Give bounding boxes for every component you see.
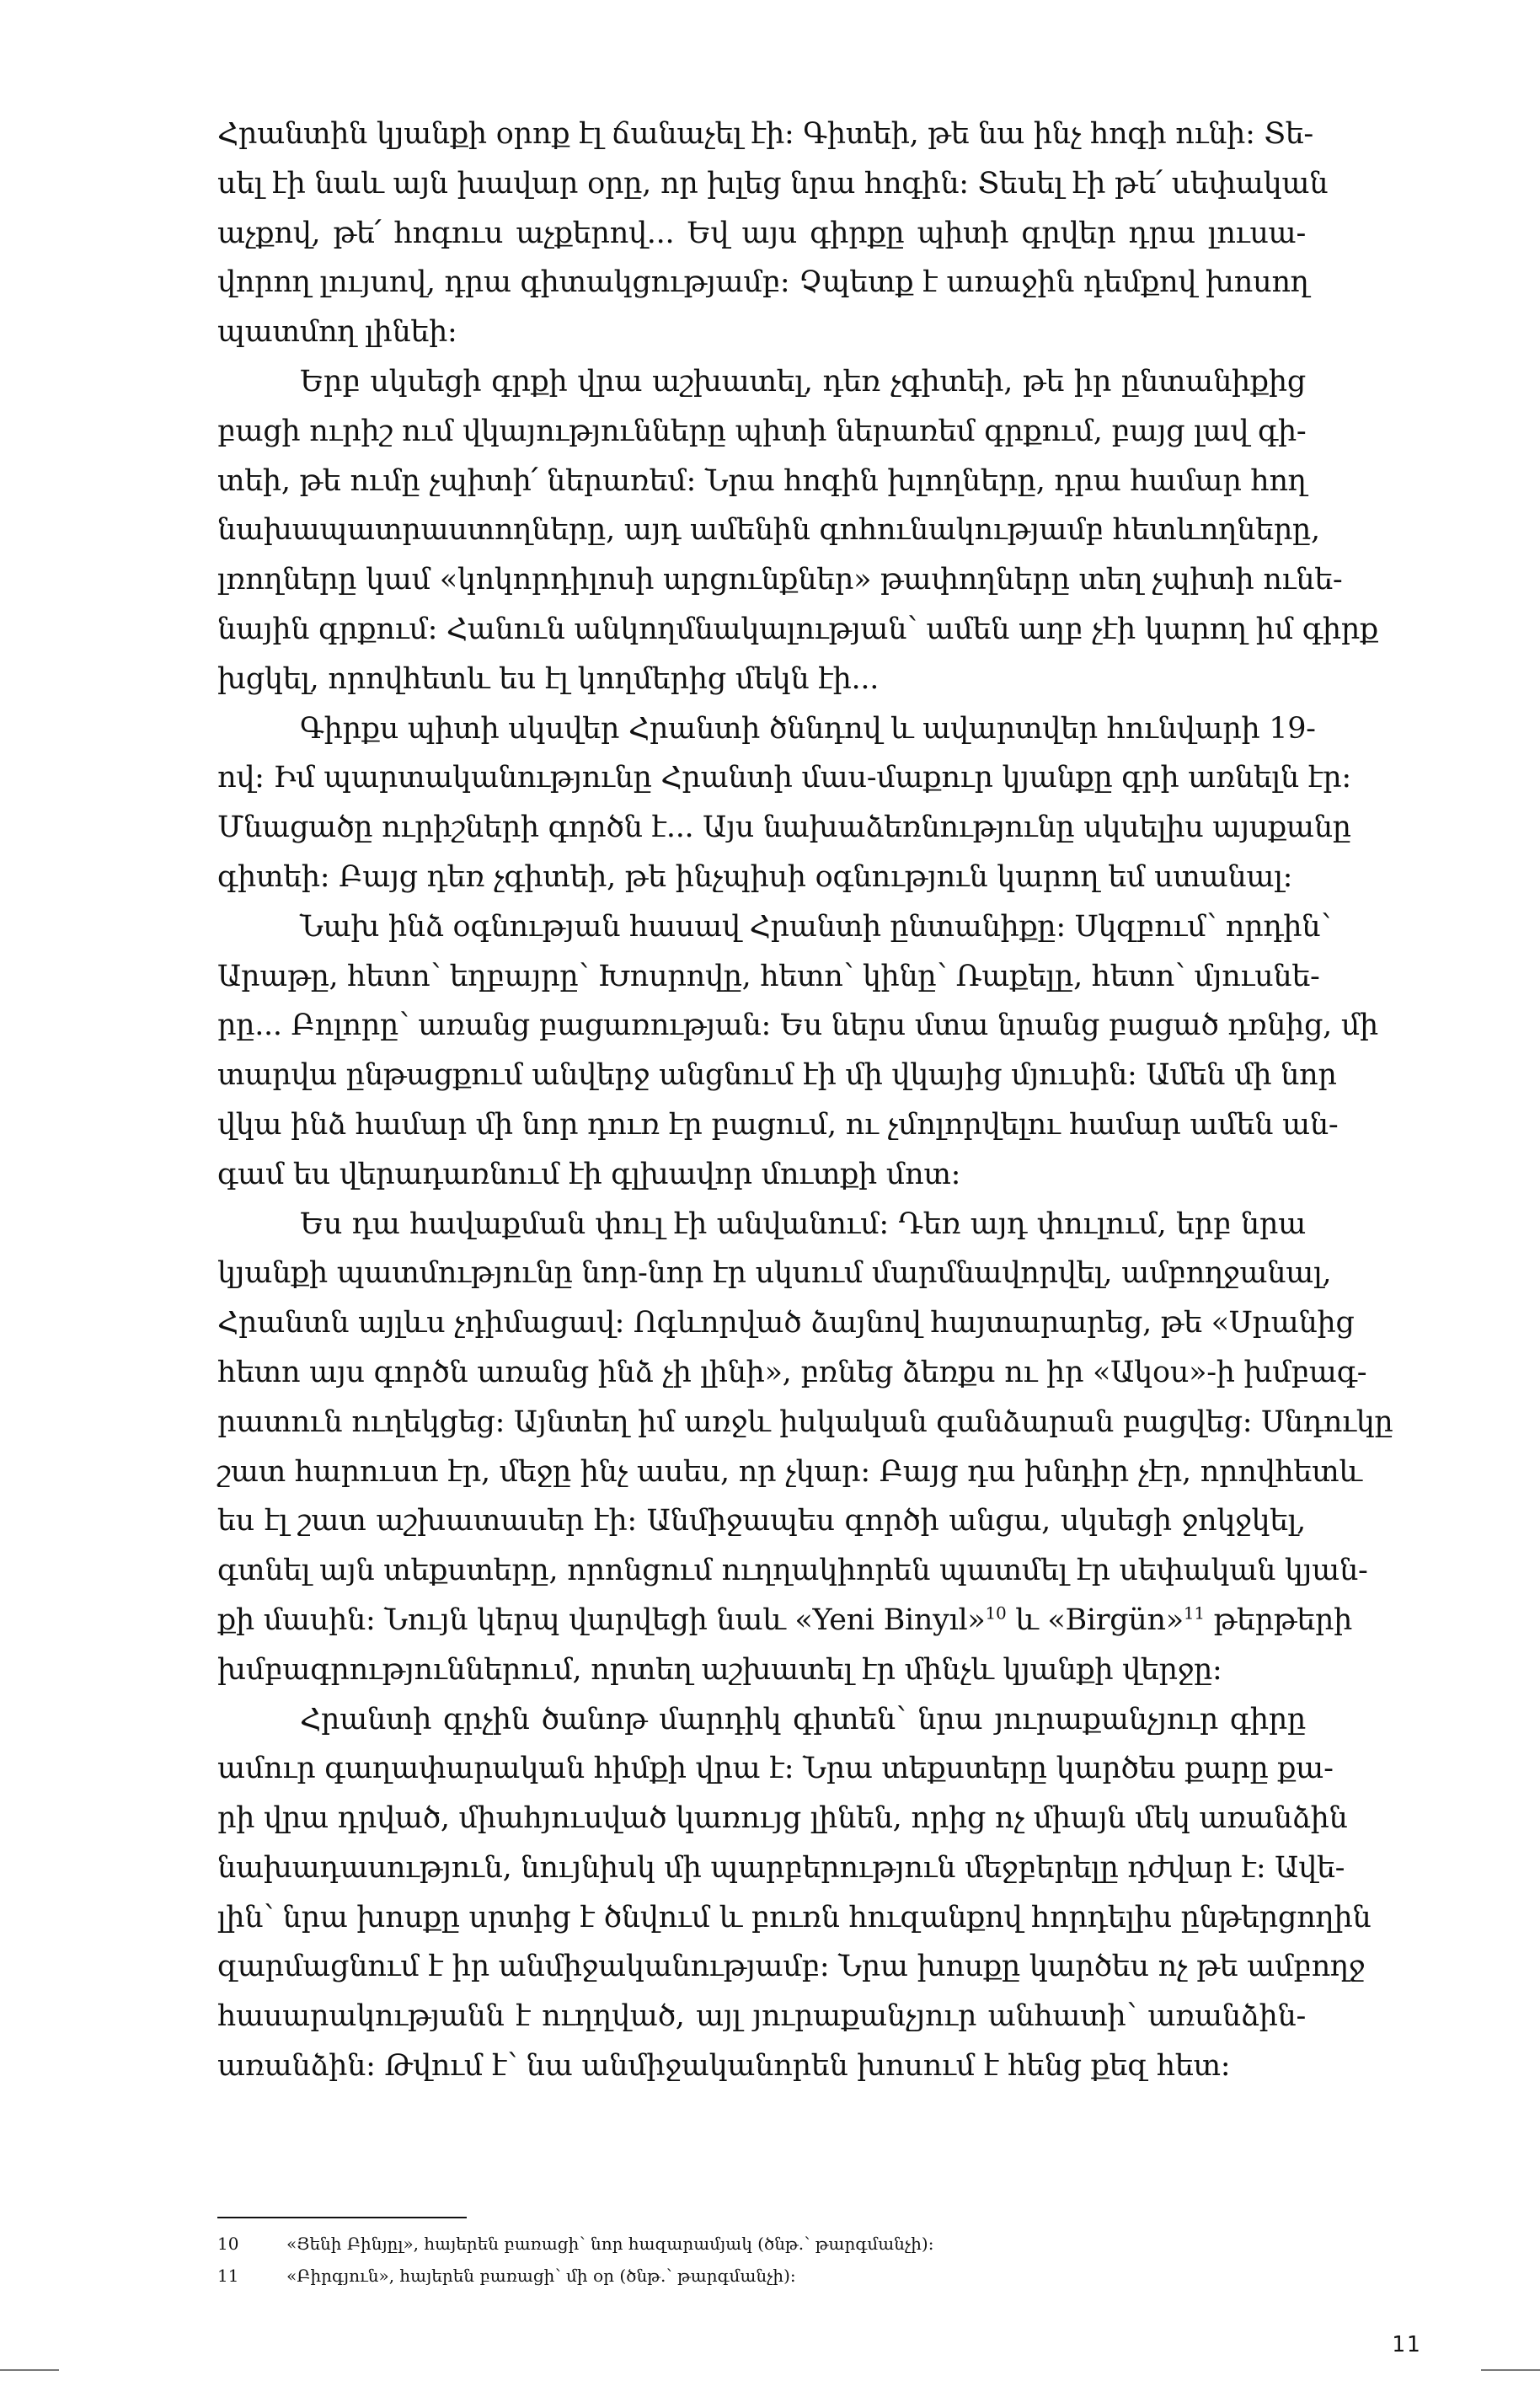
footnote-ref-10: 10: [985, 1602, 1007, 1624]
page-number: 11: [1392, 2332, 1422, 2357]
text-line: շատ հարուստ էր, մեջը ինչ ասես, որ չկար: Բայց դա խնդիր չէր, որովհետև: [217, 1454, 1362, 1489]
text-line: Հրանտն այլևս չդիմացավ: Ոգևորված ձայնով հայտարարեց, թե «Սրանից: [217, 1306, 1355, 1340]
text-segment: թերթերի: [1204, 1602, 1353, 1637]
text-line: պատմող լինեի:: [217, 315, 457, 350]
text-line: կյանքի պատմությունը նոր-նոր էր սկսում մարմնավորվել, ամբողջանալ,: [217, 1256, 1332, 1291]
text-line: աչքով, թե՛ հոգուս աչքերով... Եվ այս գիրքը պիտի գրվեր դրա լուսա-: [217, 216, 1306, 250]
text-line: Երբ սկսեցի գրքի վրա աշխատել, դեռ չգիտեի, թե իր ընտանիքից: [300, 364, 1306, 399]
footnote: [217, 2265, 796, 2287]
text-line: նախապատրաստողները, այդ ամենին գոհունակությամբ հետևողները,: [217, 513, 1320, 548]
text-line-with-footnote-refs: [217, 1596, 1353, 1645]
text-line: գիտեի: Բայց դեռ չգիտեի, թե ինչպիսի օգնություն կարող եմ ստանալ:: [217, 859, 1293, 894]
text-line: րի վրա դրված, միահյուսված կառույց լինեն, որից ոչ միայն մեկ առանձին: [217, 1801, 1348, 1836]
text-line: Գիրքս պիտի սկսվեր Հրանտի ծննդով և ավարտվեր հունվարի 19-: [300, 711, 1316, 746]
footnote-text: «Բիրգյուն», հայերեն բառացի՝ մի օր (ծնթ.՝ թարգմանչի):: [286, 2266, 796, 2286]
text-line: սել էի նաև այն խավար օրը, որ խլեց նրա հոգին: Տեսել էի թե՛ սեփական: [217, 166, 1329, 201]
footnote-number: 11: [217, 2266, 239, 2286]
text-line: զարմացնում է իր անմիջականությամբ: Նրա խոսքը կարծես ոչ թե ամբողջ: [217, 1950, 1366, 1984]
crop-mark-left: [0, 2369, 59, 2371]
body-text: [217, 110, 1393, 2091]
footnote-ref-11: 11: [1183, 1602, 1205, 1624]
text-line: րատուն ուղեկցեց: Այնտեղ իմ առջև իսկական գանձարան բացվեց: Սնդուկը: [217, 1405, 1393, 1439]
crop-mark-right: [1481, 2369, 1540, 2371]
text-line: հետո այս գործն առանց ինձ չի լինի», բռնեց ձեռքս ու իր «Ակօս»-ի խմբագ-: [217, 1355, 1367, 1389]
text-line: լռողները կամ «կոկորդիլոսի արցունքներ» թափողները տեղ չպիտի ունե-: [217, 563, 1343, 597]
text-line: տեի, թե ումը չպիտի՛ ներառեմ: Նրա հոգին խլողները, դրա համար հող: [217, 463, 1307, 498]
text-line: Արաթը, հետո՝ եղբայրը՝ Խոսրովը, հետո՝ կինը՝ Ռաքելը, հետո՝ մյուսնե-: [217, 959, 1320, 993]
text-line: վորող լույսով, դրա գիտակցությամբ: Չպետք է առաջին դեմքով խոսող: [217, 265, 1309, 300]
footnote: [217, 2233, 933, 2255]
text-line: գտնել այն տեքստերը, որոնցում ուղղակիորեն պատմել էր սեփական կյան-: [217, 1554, 1368, 1588]
text-line: Մնացածը ուրիշների գործն է... Այս նախաձեռնությունը սկսելիս այսքանը: [217, 811, 1351, 845]
text-line: նախադասություն, նույնիսկ մի պարբերություն մեջբերելը դժվար է: Ավե-: [217, 1850, 1345, 1885]
text-line: Հրանտին կյանքի օրոք էլ ճանաչել էի: Գիտեի, թե նա ինչ հոգի ունի: Տե-: [217, 117, 1313, 151]
text-line: խցկել, որովհետև ես էլ կողմերից մեկն էի...: [217, 661, 880, 696]
text-segment: քի մասին: Նույն կերպ վարվեցի նաև «Yeni Binyıl»: [217, 1602, 986, 1637]
text-line: վկա ինձ համար մի նոր դուռ էր բացում, ու չմոլորվելու համար ամեն ան-: [217, 1107, 1339, 1142]
text-line: Հրանտի գրչին ծանոթ մարդիկ գիտեն՝ նրա յուրաքանչյուր գիրը: [300, 1702, 1306, 1736]
footnote-separator: [217, 2217, 467, 2218]
text-line: խմբագրություններում, որտեղ աշխատել էր մինչև կյանքի վերջը:: [217, 1652, 1222, 1687]
text-line: բացի ուրիշ ում վկայությունները պիտի ներառեմ գրքում, բայց լավ գի-: [217, 414, 1307, 448]
text-line: ամուր գաղափարական հիմքի վրա է: Նրա տեքստերը կարծես քարը քա-: [217, 1752, 1334, 1786]
text-segment: և «Birgün»: [1006, 1602, 1184, 1637]
text-line: ով: Իմ պարտականությունը Հրանտի մաս-մաքուր կյանքը գրի առնելն էր:: [217, 761, 1351, 795]
footnote-number: 10: [217, 2234, 239, 2254]
text-line: լին՝ նրա խոսքը սրտից է ծնվում և բուռն հուզանքով հորդելիս ընթերցողին: [217, 1900, 1372, 1934]
text-line: րը... Բոլորը՝ առանց բացառության: Ես ներս մտա նրանց բացած դռնից, մի: [217, 1009, 1378, 1043]
text-line: գամ ես վերադառնում էի գլխավոր մուտքի մոտ:: [217, 1157, 961, 1191]
text-line: նային գրքում: Հանուն անկողմնակալության՝ ամեն աղբ չէի կարող իմ գիրք: [217, 612, 1378, 646]
text-line: առանձին: Թվում է՝ նա անմիջականորեն խոսում է հենց քեզ հետ:: [217, 2049, 1231, 2084]
text-line: տարվա ընթացքում անվերջ անցնում էի մի վկայից մյուսին: Ամեն մի նոր: [217, 1058, 1337, 1093]
text-line: հասարակությանն է ուղղված, այլ յուրաքանչյուր անհատի՝ առանձին-: [217, 1999, 1306, 2034]
text-line: Նախ ինձ օգնության հասավ Հրանտի ընտանիքը: Սկզբում՝ որդին՝: [300, 909, 1331, 944]
text-line: ես էլ շատ աշխատասեր էի: Անմիջապես գործի անցա, սկսեցի ջոկջկել,: [217, 1504, 1306, 1538]
text-line: Ես դա հավաքման փուլ էի անվանում: Դեռ այդ փուլում, երբ նրա: [300, 1207, 1306, 1241]
footnote-text: «Յենի Բինյըլ», հայերեն բառացի՝ նոր հազարամյակ (ծնթ.՝ թարգմանչի):: [286, 2234, 934, 2254]
